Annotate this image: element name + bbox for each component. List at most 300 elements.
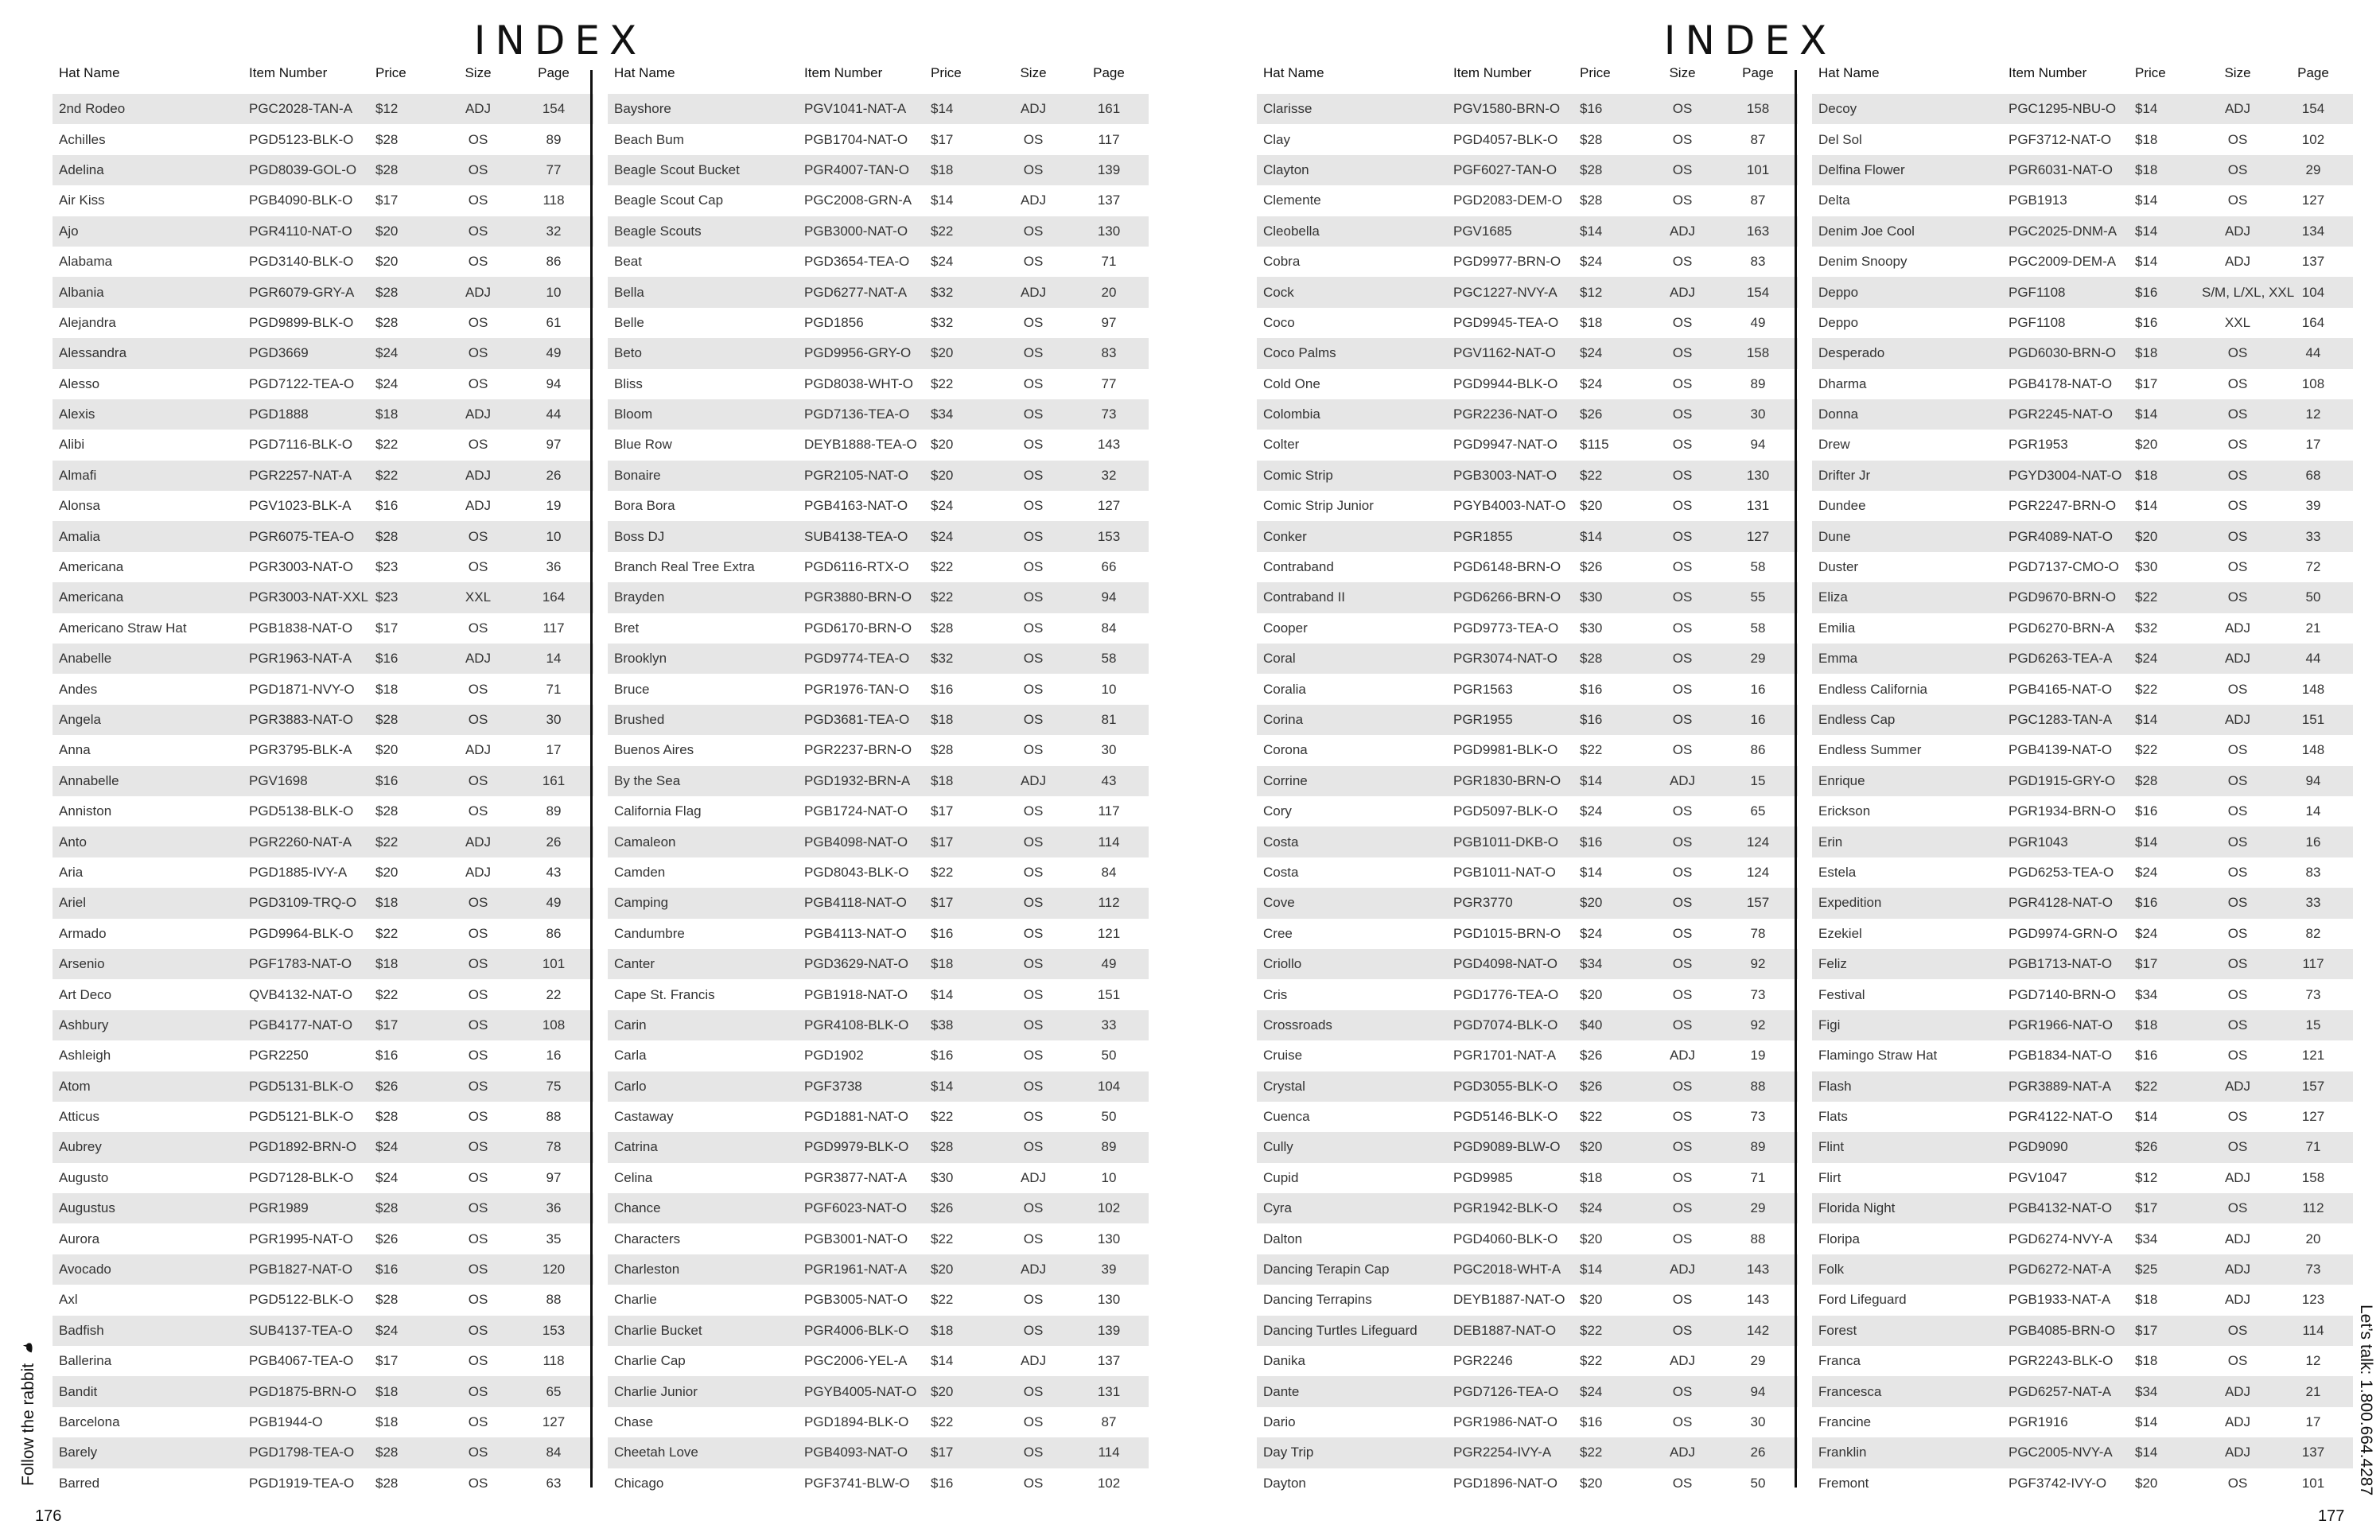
cell-item: PGD2083-DEM-O: [1453, 192, 1562, 208]
cell-item: PGD9774-TEA-O: [804, 651, 910, 667]
table-row: [1257, 521, 1798, 551]
table-row: [1812, 1040, 2353, 1071]
cell-item: PGD1932-BRN-A: [804, 772, 911, 788]
cell-page: 87: [1750, 131, 1766, 147]
cell-item: PGD3629-NAT-O: [804, 956, 909, 972]
cell-page: 89: [546, 131, 562, 147]
header-item: Item Number: [2009, 65, 2087, 80]
table-row: [1812, 1132, 2353, 1162]
cell-name: Blue Row: [614, 437, 672, 453]
cell-item: PGD9945-TEA-O: [1453, 314, 1559, 330]
table-row: [608, 1102, 1149, 1132]
side-tagline-left: [14, 1335, 43, 1486]
cell-price: $17: [931, 895, 954, 911]
cell-price: $16: [375, 772, 399, 788]
header-item: Item Number: [249, 65, 328, 80]
cell-price: $22: [375, 467, 399, 483]
cell-page: 94: [1750, 437, 1766, 453]
cell-item: PGD8038-WHT-O: [804, 375, 913, 391]
cell-size: OS: [2227, 131, 2248, 147]
cell-page: 117: [2302, 956, 2324, 972]
cell-price: $20: [1580, 1292, 1603, 1308]
cell-price: $14: [931, 986, 954, 1002]
cell-item: PGR2247-BRN-O: [2009, 498, 2117, 514]
cell-size: OS: [468, 437, 488, 453]
cell-size: OS: [2227, 1475, 2248, 1491]
cell-size: OS: [1672, 589, 1693, 605]
cell-price: $30: [2135, 559, 2158, 575]
cell-size: OS: [468, 895, 488, 911]
cell-size: OS: [468, 1292, 488, 1308]
table-row: [1257, 1071, 1798, 1102]
cell-price: $12: [1580, 284, 1603, 300]
cell-size: OS: [1023, 1139, 1044, 1155]
cell-size: OS: [468, 345, 488, 361]
table-row: [1812, 399, 2353, 430]
table-row: [1257, 94, 1798, 124]
cell-page: 130: [1097, 1292, 1121, 1308]
cell-page: 14: [2305, 803, 2321, 819]
cell-page: 154: [542, 101, 566, 117]
table-row: [52, 1437, 593, 1468]
table-row: [1257, 644, 1798, 674]
cell-item: PGB4067-TEA-O: [249, 1353, 354, 1369]
cell-name: Americano Straw Hat: [59, 620, 187, 636]
cell-page: 33: [2305, 528, 2321, 544]
cell-page: 87: [1101, 1414, 1117, 1429]
cell-page: 102: [2301, 131, 2325, 147]
cell-name: Forest: [1818, 1322, 1857, 1338]
cell-page: 139: [1097, 1322, 1121, 1338]
cell-name: Day Trip: [1263, 1445, 1314, 1460]
table-row: [1257, 766, 1798, 796]
cell-name: Franca: [1818, 1353, 1861, 1369]
cell-price: $22: [2135, 589, 2158, 605]
table-row: [1257, 826, 1798, 857]
cell-size: OS: [468, 528, 488, 544]
cell-page: 10: [1101, 1169, 1117, 1185]
cell-name: Americana: [59, 589, 124, 605]
cell-item: PGYB4003-NAT-O: [1453, 498, 1566, 514]
cell-page: 143: [1746, 1292, 1770, 1308]
cell-name: Camden: [614, 864, 666, 880]
table-row: [608, 124, 1149, 154]
cell-name: Eliza: [1818, 589, 1848, 605]
cell-size: ADJ: [1020, 192, 1047, 208]
cell-size: OS: [1672, 1169, 1693, 1185]
cell-name: Achilles: [59, 131, 106, 147]
cell-name: Cold One: [1263, 375, 1320, 391]
cell-size: OS: [1672, 101, 1693, 117]
table-row: [1812, 1316, 2353, 1346]
cell-page: 65: [546, 1383, 562, 1399]
cell-name: Barely: [59, 1445, 98, 1460]
cell-name: Dante: [1263, 1383, 1300, 1399]
cell-page: 89: [546, 803, 562, 819]
cell-name: Beagle Scout Cap: [614, 192, 724, 208]
cell-page: 17: [2305, 437, 2321, 453]
cell-item: SUB4138-TEA-O: [804, 528, 908, 544]
cell-size: OS: [2227, 803, 2248, 819]
cell-size: OS: [468, 1322, 488, 1338]
cell-size: ADJ: [1020, 1169, 1047, 1185]
table-row: [52, 1040, 593, 1071]
cell-price: $23: [375, 559, 399, 575]
cell-name: Anniston: [59, 803, 112, 819]
table-row: [1812, 766, 2353, 796]
cell-size: OS: [468, 925, 488, 941]
cell-name: Cheetah Love: [614, 1445, 698, 1460]
cell-item: PGR1916: [2009, 1414, 2068, 1429]
cell-item: DEYB1888-TEA-O: [804, 437, 917, 453]
cell-item: PGB1944-O: [249, 1414, 323, 1429]
cell-price: $24: [1580, 1200, 1603, 1216]
cell-item: PGD8043-BLK-O: [804, 864, 909, 880]
cell-size: OS: [1023, 803, 1044, 819]
cell-price: $16: [375, 1262, 399, 1278]
table-row: [52, 247, 593, 277]
cell-price: $18: [1580, 314, 1603, 330]
table-row: [52, 796, 593, 826]
cell-page: 26: [546, 467, 562, 483]
cell-price: $18: [375, 1414, 399, 1429]
cell-name: Cove: [1263, 895, 1295, 911]
cell-price: $115: [1580, 437, 1609, 453]
table-header: [52, 60, 593, 86]
table-row: [1812, 1071, 2353, 1102]
cell-item: PGR3883-NAT-O: [249, 712, 354, 727]
cell-name: Floripa: [1818, 1231, 1860, 1246]
cell-page: 104: [2301, 284, 2325, 300]
cell-price: $28: [1580, 651, 1603, 667]
cell-size: OS: [468, 712, 488, 727]
table-header: [608, 60, 1149, 86]
cell-size: OS: [1672, 986, 1693, 1002]
cell-item: PGF1108: [2009, 314, 2066, 330]
cell-name: Dancing Terrapins: [1263, 1292, 1372, 1308]
cell-item: PGB4090-BLK-O: [249, 192, 353, 208]
cell-size: OS: [468, 1048, 488, 1064]
cell-name: Dancing Terapin Cap: [1263, 1262, 1390, 1278]
cell-price: $18: [375, 681, 399, 697]
cell-item: PGB3000-NAT-O: [804, 223, 908, 239]
cell-item: PGD7074-BLK-O: [1453, 1017, 1558, 1032]
cell-price: $16: [2135, 314, 2158, 330]
table-row: [52, 644, 593, 674]
table-row: [608, 1223, 1149, 1254]
cell-size: OS: [468, 1414, 488, 1429]
cell-price: $22: [375, 834, 399, 850]
table-row: [1257, 613, 1798, 644]
cell-price: $14: [2135, 254, 2158, 270]
cell-size: OS: [1023, 651, 1044, 667]
table-row: [1257, 216, 1798, 247]
table-row: [608, 644, 1149, 674]
cell-item: PGD3109-TRQ-O: [249, 895, 357, 911]
cell-size: S/M, L/XL, XXL: [2202, 284, 2295, 300]
cell-page: 87: [1750, 192, 1766, 208]
table-row: [52, 1223, 593, 1254]
cell-item: PGV1162-NAT-O: [1453, 345, 1556, 361]
table-row: [608, 399, 1149, 430]
cell-price: $24: [931, 498, 954, 514]
cell-item: PGYD3004-NAT-O: [2009, 467, 2122, 483]
cell-price: $20: [2135, 1475, 2158, 1491]
cell-page: 20: [2305, 1231, 2321, 1246]
cell-size: OS: [1023, 131, 1044, 147]
cell-price: $28: [375, 161, 399, 177]
cell-size: OS: [1672, 681, 1693, 697]
cell-name: Dario: [1263, 1414, 1296, 1429]
cell-size: OS: [1023, 1322, 1044, 1338]
header-name: Hat Name: [59, 65, 120, 80]
table-row: [1812, 644, 2353, 674]
cell-name: Alessandra: [59, 345, 127, 361]
cell-price: $22: [2135, 681, 2158, 697]
cell-price: $28: [931, 620, 954, 636]
cell-name: Flamingo Straw Hat: [1818, 1048, 1938, 1064]
cell-size: OS: [1023, 254, 1044, 270]
cell-size: OS: [1672, 803, 1693, 819]
cell-size: OS: [1023, 1231, 1044, 1246]
cell-name: Amalia: [59, 528, 100, 544]
cell-item: PGC2018-WHT-A: [1453, 1262, 1561, 1278]
cell-price: $18: [931, 161, 954, 177]
cell-page: 127: [1097, 498, 1121, 514]
cell-page: 73: [2305, 986, 2321, 1002]
cell-page: 130: [1097, 1231, 1121, 1246]
cell-price: $14: [2135, 712, 2158, 727]
cell-item: PGR1953: [2009, 437, 2068, 453]
cell-page: 17: [546, 742, 562, 758]
cell-price: $22: [931, 223, 954, 239]
table-row: [1257, 979, 1798, 1009]
cell-name: 2nd Rodeo: [59, 101, 126, 117]
cell-page: 148: [2301, 742, 2325, 758]
cell-name: Del Sol: [1818, 131, 1862, 147]
cell-size: OS: [468, 192, 488, 208]
table-row: [608, 1407, 1149, 1437]
cell-price: $18: [375, 895, 399, 911]
cell-name: Duster: [1818, 559, 1859, 575]
cell-price: $22: [931, 589, 954, 605]
cell-size: OS: [1672, 1078, 1693, 1094]
cell-size: OS: [1023, 498, 1044, 514]
cell-size: OS: [468, 681, 488, 697]
header-size: Size: [1020, 65, 1047, 80]
cell-name: Cupid: [1263, 1169, 1299, 1185]
cell-price: $24: [1580, 345, 1603, 361]
table-row: [1812, 1163, 2353, 1193]
cell-item: PGD1776-TEA-O: [1453, 986, 1559, 1002]
cell-name: California Flag: [614, 803, 702, 819]
cell-price: $20: [1580, 1475, 1603, 1491]
cell-item: PGD5122-BLK-O: [249, 1292, 354, 1308]
cell-page: 117: [1098, 131, 1120, 147]
cell-size: OS: [2227, 925, 2248, 941]
cell-price: $18: [375, 956, 399, 972]
cell-page: 30: [1101, 742, 1117, 758]
cell-name: Buenos Aires: [614, 742, 694, 758]
cell-page: 32: [546, 223, 562, 239]
cell-item: PGC1295-NBU-O: [2009, 101, 2117, 117]
cell-price: $20: [375, 864, 399, 880]
cell-item: PGD9956-GRY-O: [804, 345, 912, 361]
cell-page: 19: [1750, 1048, 1766, 1064]
cell-price: $16: [931, 1475, 954, 1491]
cell-item: PGR6031-NAT-O: [2009, 161, 2114, 177]
cell-page: 19: [546, 498, 562, 514]
cell-price: $34: [931, 406, 954, 422]
cell-name: Florida Night: [1818, 1200, 1896, 1216]
cell-page: 86: [1750, 742, 1766, 758]
cell-name: Coco: [1263, 314, 1295, 330]
cell-page: 75: [546, 1078, 562, 1094]
cell-page: 72: [2305, 559, 2321, 575]
cell-item: PGD6272-NAT-A: [2009, 1262, 2112, 1278]
cell-item: PGD6277-NAT-A: [804, 284, 908, 300]
table-row: [1812, 185, 2353, 216]
cell-size: OS: [2227, 1353, 2248, 1369]
cell-name: Brushed: [614, 712, 665, 727]
cell-page: 154: [1746, 284, 1770, 300]
cell-page: 43: [546, 864, 562, 880]
cell-item: PGF3742-IVY-O: [2009, 1475, 2107, 1491]
cell-size: OS: [1672, 1475, 1693, 1491]
cell-price: $25: [2135, 1262, 2158, 1278]
cell-page: 10: [546, 284, 562, 300]
cell-name: Albania: [59, 284, 104, 300]
table-row: [1812, 1376, 2353, 1406]
cell-price: $32: [2135, 620, 2158, 636]
cell-name: Chance: [614, 1200, 661, 1216]
cell-size: ADJ: [465, 864, 492, 880]
cell-page: 43: [1101, 772, 1117, 788]
cell-price: $24: [2135, 864, 2158, 880]
cell-item: PGR2236-NAT-O: [1453, 406, 1558, 422]
cell-name: Ballerina: [59, 1353, 112, 1369]
cell-item: PGB4113-NAT-O: [804, 925, 907, 941]
cell-size: ADJ: [465, 406, 492, 422]
cell-price: $32: [931, 284, 954, 300]
cell-name: Desperado: [1818, 345, 1885, 361]
table-row: [608, 766, 1149, 796]
cell-name: Celina: [614, 1169, 653, 1185]
table-row: [608, 308, 1149, 338]
cell-item: PGD1881-NAT-O: [804, 1109, 909, 1125]
cell-page: 20: [1101, 284, 1117, 300]
table-row: [1257, 796, 1798, 826]
cell-item: PGR2246: [1453, 1353, 1513, 1369]
cell-size: OS: [468, 1078, 488, 1094]
cell-name: Ezekiel: [1818, 925, 1862, 941]
cell-price: $24: [2135, 925, 2158, 941]
table-row: [1257, 949, 1798, 979]
cell-name: Chase: [614, 1414, 654, 1429]
cell-price: $17: [931, 834, 954, 850]
table-header: [1812, 60, 2353, 86]
cell-name: Dayton: [1263, 1475, 1306, 1491]
cell-price: $22: [1580, 742, 1603, 758]
table-row: [608, 1071, 1149, 1102]
cell-name: Anna: [59, 742, 91, 758]
table-row: [1257, 1223, 1798, 1254]
cell-page: 137: [1097, 1353, 1121, 1369]
table-row: [608, 94, 1149, 124]
cell-name: Cape St. Francis: [614, 986, 715, 1002]
cell-price: $28: [931, 742, 954, 758]
cell-price: $28: [375, 1292, 399, 1308]
cell-name: Bora Bora: [614, 498, 675, 514]
cell-price: $17: [2135, 1322, 2158, 1338]
cell-size: OS: [468, 375, 488, 391]
cell-price: $16: [2135, 1048, 2158, 1064]
cell-item: PGD1856: [804, 314, 864, 330]
cell-page: 164: [2301, 314, 2325, 330]
cell-name: Figi: [1818, 1017, 1841, 1032]
table-row: [1257, 858, 1798, 888]
cell-item: PGR6079-GRY-A: [249, 284, 355, 300]
cell-price: $28: [375, 1445, 399, 1460]
rabbit-icon: [21, 1341, 36, 1355]
cell-item: PGD7136-TEA-O: [804, 406, 910, 422]
table-row: [608, 1193, 1149, 1223]
table-row: [608, 888, 1149, 918]
cell-item: PGD7116-BLK-O: [249, 437, 353, 453]
table-row: [52, 461, 593, 491]
phone-text: Let’s talk: 1.800.664.4287: [2357, 1305, 2375, 1496]
cell-size: OS: [1672, 254, 1693, 270]
cell-name: Coralia: [1263, 681, 1306, 697]
cell-item: PGB4085-BRN-O: [2009, 1322, 2116, 1338]
cell-size: ADJ: [1020, 284, 1047, 300]
cell-price: $14: [2135, 1445, 2158, 1460]
cell-item: PGR3770: [1453, 895, 1513, 911]
cell-item: PGD7122-TEA-O: [249, 375, 355, 391]
table-row: [608, 461, 1149, 491]
cell-item: PGF1108: [2009, 284, 2066, 300]
table-row: [52, 1254, 593, 1285]
cell-item: PGR6075-TEA-O: [249, 528, 355, 544]
cell-size: OS: [468, 223, 488, 239]
cell-page: 163: [1746, 223, 1770, 239]
table-row: [1257, 1285, 1798, 1315]
cell-page: 50: [1750, 1475, 1766, 1491]
cell-price: $14: [1580, 528, 1603, 544]
cell-item: PGF6023-NAT-O: [804, 1200, 908, 1216]
table-row: [52, 1193, 593, 1223]
cell-item: PGR2260-NAT-A: [249, 834, 352, 850]
cell-price: $38: [931, 1017, 954, 1032]
cell-size: ADJ: [1669, 223, 1696, 239]
table-row: [1257, 735, 1798, 765]
cell-size: OS: [1672, 925, 1693, 941]
header-price: Price: [1580, 65, 1611, 80]
cell-price: $18: [375, 1383, 399, 1399]
cell-size: OS: [1023, 559, 1044, 575]
cell-item: PGR3880-BRN-O: [804, 589, 912, 605]
cell-page: 127: [2301, 192, 2325, 208]
cell-size: OS: [1023, 223, 1044, 239]
cell-item: PGD1902: [804, 1048, 864, 1064]
cell-name: Comic Strip Junior: [1263, 498, 1374, 514]
cell-item: PGB1713-NAT-O: [2009, 956, 2113, 972]
table-row: [608, 430, 1149, 460]
cell-page: 83: [2305, 864, 2321, 880]
cell-page: 16: [546, 1048, 562, 1064]
cell-name: Franklin: [1818, 1445, 1867, 1460]
table-row: [1257, 247, 1798, 277]
